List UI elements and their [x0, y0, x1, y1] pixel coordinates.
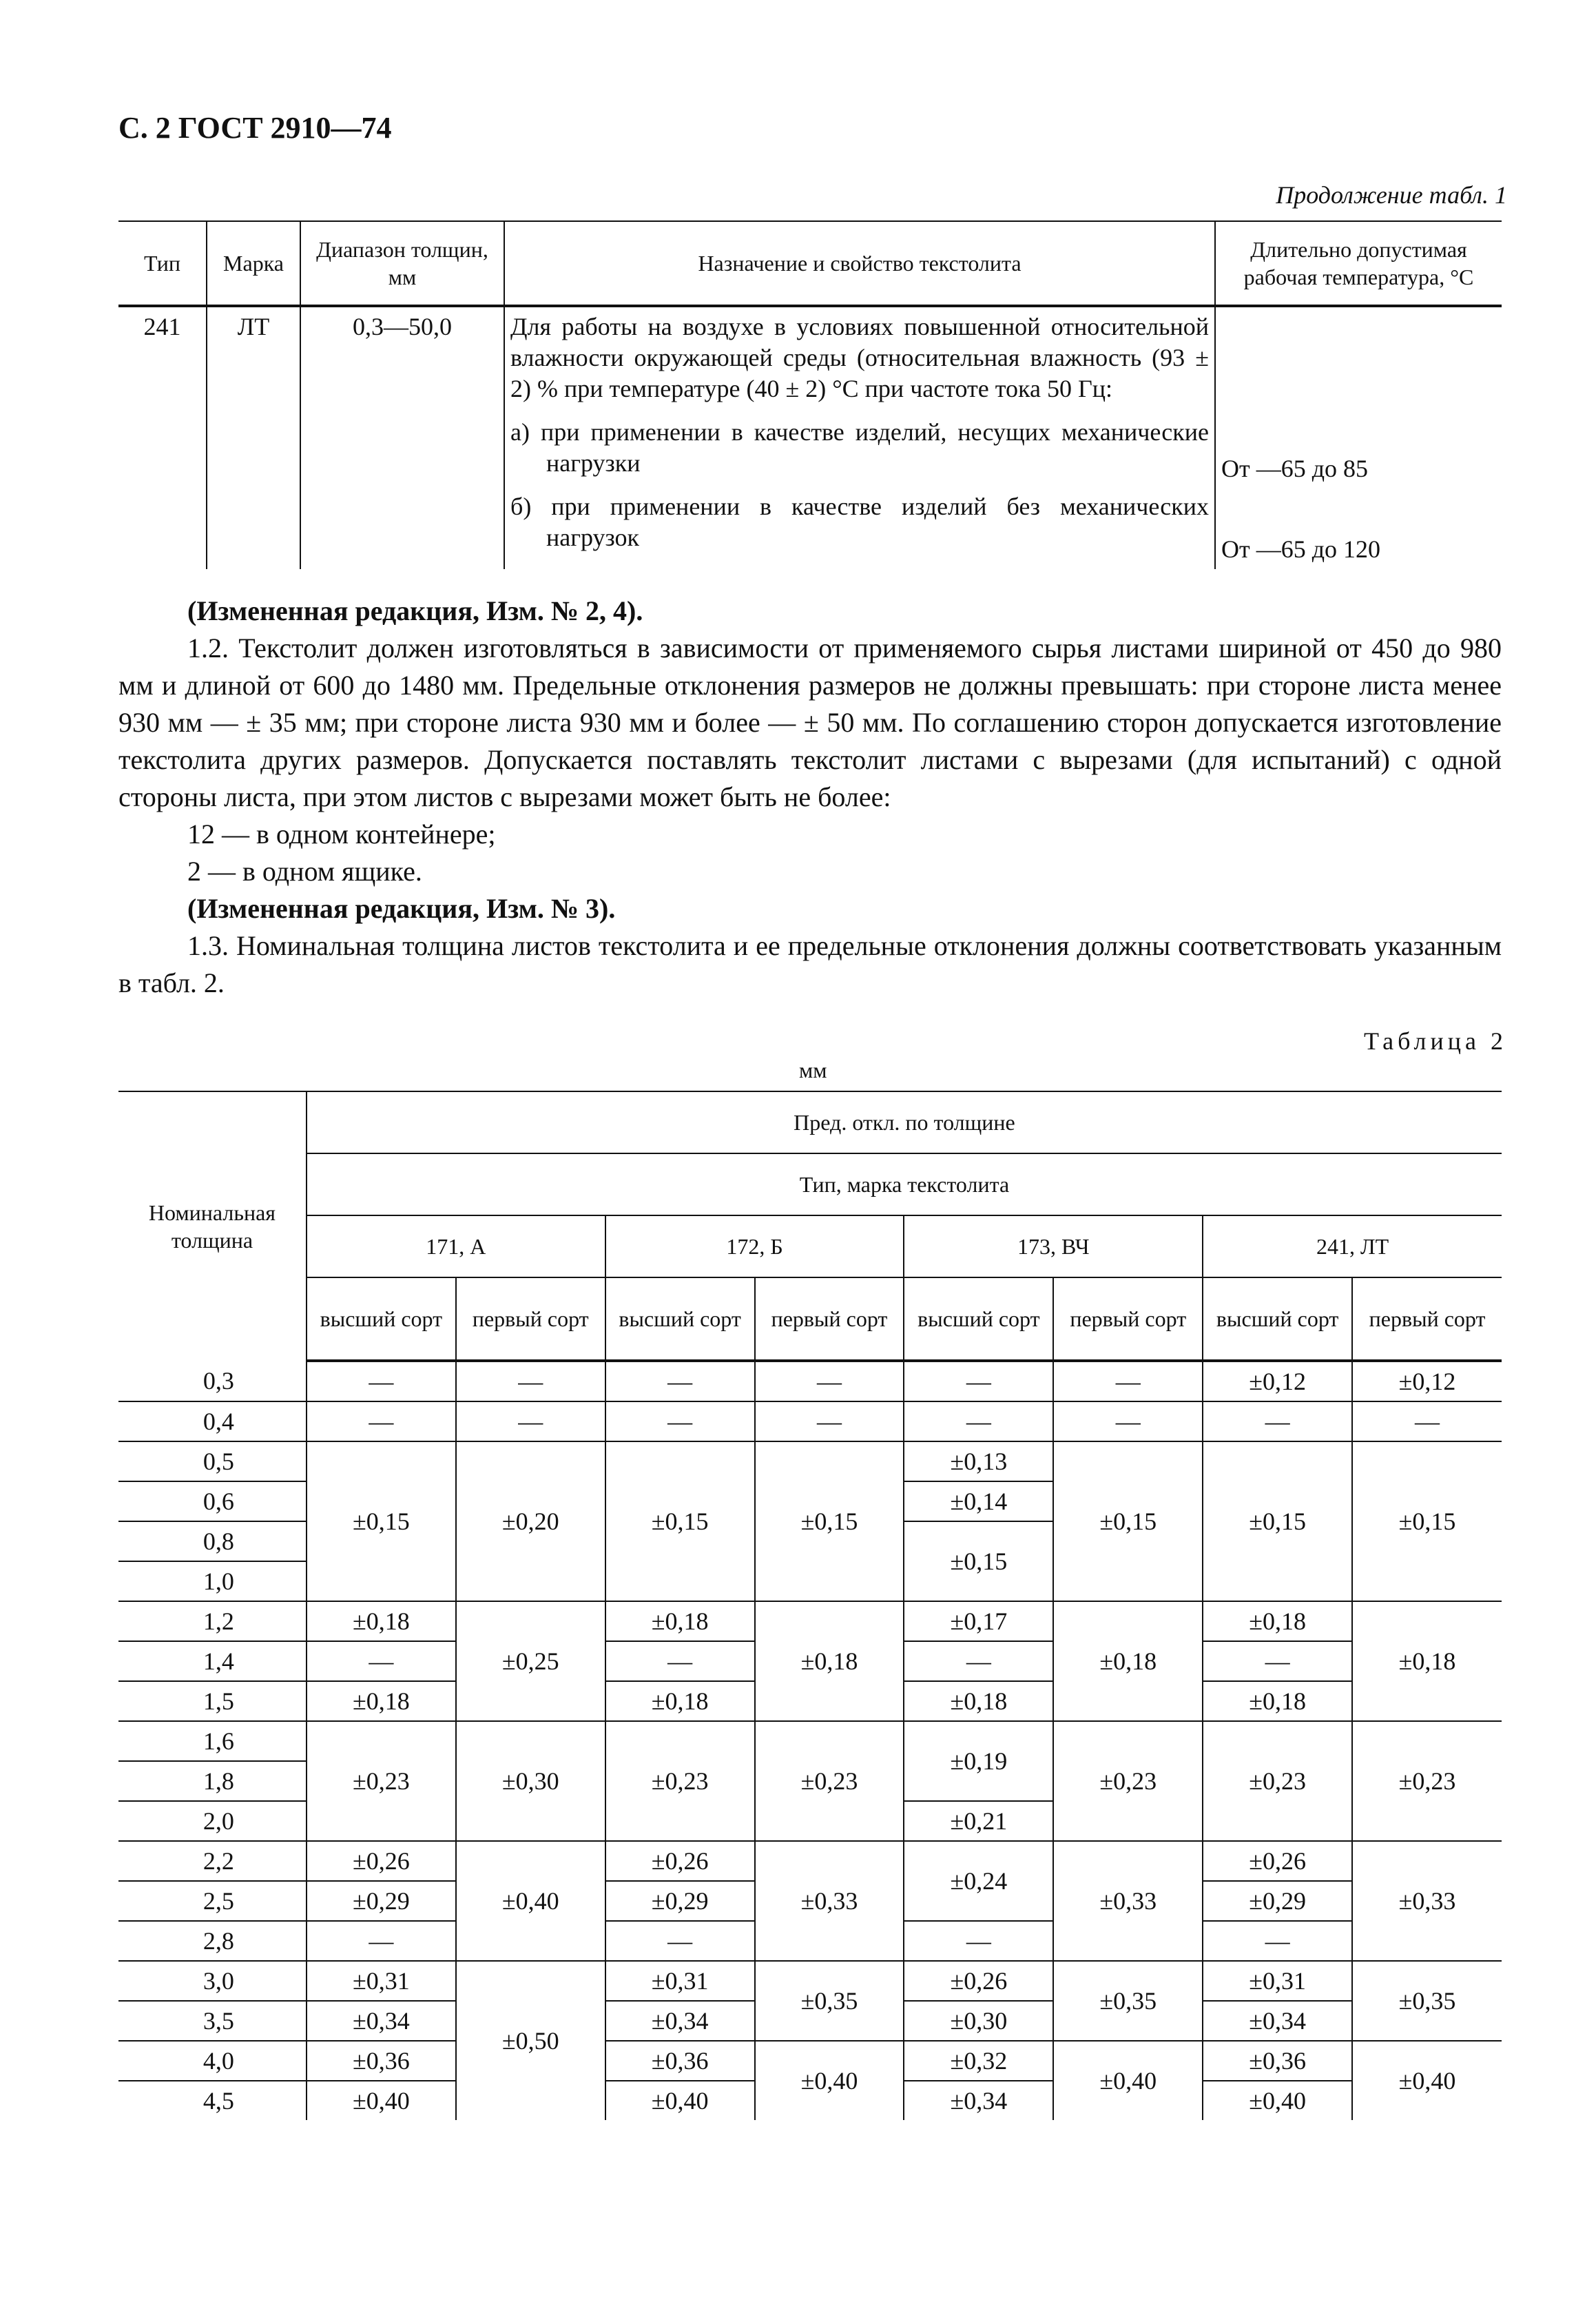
value-cell: ±0,23 — [307, 1721, 456, 1841]
nominal-cell: 1,2 — [118, 1601, 307, 1641]
value-cell: ±0,15 — [605, 1441, 755, 1601]
value-cell: ±0,23 — [1053, 1721, 1203, 1841]
value-cell: ±0,15 — [1352, 1441, 1502, 1601]
header-deviation: Пред. откл. по толщине — [307, 1091, 1502, 1153]
value-cell: ±0,13 — [904, 1441, 1053, 1481]
value-cell: — — [904, 1921, 1053, 1961]
cell-purpose — [504, 306, 1215, 569]
value-cell: ±0,29 — [605, 1881, 755, 1921]
value-cell: ±0,17 — [904, 1601, 1053, 1641]
header-range: Диапазон толщин, мм — [300, 221, 504, 306]
header-grade-first: первый сорт — [456, 1277, 605, 1361]
nominal-cell: 3,5 — [118, 2001, 307, 2041]
header-type: Тип — [118, 221, 207, 306]
cell-brand: ЛТ — [207, 306, 300, 569]
value-cell: ±0,12 — [1203, 1361, 1352, 1401]
table-2 — [118, 1091, 1502, 2120]
header-brand: Марка — [207, 221, 300, 306]
table-row — [118, 1601, 1502, 1641]
header-grade-highest: высший сорт — [1203, 1277, 1352, 1361]
header-temperature: Длительно допустимая рабочая температура, °С — [1215, 221, 1502, 306]
table-continuation-label: Продолжение табл. 1 — [1276, 181, 1507, 209]
value-cell: ±0,31 — [307, 1961, 456, 2001]
value-cell: ±0,18 — [1053, 1601, 1203, 1721]
value-cell: — — [605, 1361, 755, 1401]
value-cell: ±0,23 — [755, 1721, 904, 1841]
value-cell: ±0,19 — [904, 1721, 1053, 1801]
value-cell: — — [1352, 1401, 1502, 1441]
value-cell: ±0,18 — [1203, 1601, 1352, 1641]
value-cell: — — [605, 1401, 755, 1441]
cell-range: 0,3—50,0 — [300, 306, 504, 569]
nominal-cell: 2,2 — [118, 1841, 307, 1881]
value-cell: ±0,35 — [1053, 1961, 1203, 2041]
temperature-a: От —65 до 85 — [1221, 455, 1369, 482]
value-cell: ±0,15 — [1053, 1441, 1203, 1601]
nominal-cell: 0,3 — [118, 1361, 307, 1401]
value-cell: — — [755, 1401, 904, 1441]
value-cell: — — [605, 1921, 755, 1961]
table-row — [118, 1441, 1502, 1481]
value-cell: ±0,32 — [904, 2041, 1053, 2081]
value-cell: ±0,34 — [307, 2001, 456, 2041]
purpose-intro: Для работы на воздухе в условиях повышенной относительной влажности окружающей среды (относительная влажность (93 ± 2) % при температуре (40 ± 2) °С при частоте тока 50 Гц: — [510, 313, 1209, 402]
nominal-cell: 0,6 — [118, 1481, 307, 1521]
value-cell: ±0,36 — [1203, 2041, 1352, 2081]
header-grade-first: первый сорт — [1053, 1277, 1203, 1361]
value-cell: ±0,31 — [605, 1961, 755, 2001]
nominal-cell: 1,4 — [118, 1641, 307, 1681]
nominal-cell: 4,0 — [118, 2041, 307, 2081]
value-cell: ±0,23 — [1352, 1721, 1502, 1841]
value-cell: ±0,26 — [904, 1961, 1053, 2001]
edit-note-1: (Измененная редакция, Изм. № 2, 4). — [187, 595, 643, 626]
value-cell: ±0,34 — [904, 2081, 1053, 2120]
list-item: 2 — в одном ящике. — [187, 856, 422, 887]
value-cell: — — [1203, 1401, 1352, 1441]
nominal-cell: 1,0 — [118, 1561, 307, 1601]
value-cell: — — [1203, 1641, 1352, 1681]
edit-note-2: (Измененная редакция, Изм. № 3). — [187, 893, 616, 924]
nominal-cell: 1,5 — [118, 1681, 307, 1721]
clause-1-3: 1.3. Номинальная толщина листов текстолита и ее предельные отклонения должны соответствовать указанным в табл. 2. — [118, 930, 1502, 998]
table-row — [118, 1361, 1502, 1401]
value-cell: — — [1053, 1361, 1203, 1401]
value-cell: ±0,14 — [904, 1481, 1053, 1521]
table-row — [118, 2041, 1502, 2081]
value-cell: ±0,18 — [1203, 1681, 1352, 1721]
table-1 — [118, 220, 1502, 569]
value-cell: ±0,15 — [904, 1521, 1053, 1601]
value-cell: ±0,40 — [307, 2081, 456, 2120]
nominal-cell: 0,4 — [118, 1401, 307, 1441]
header-group-241: 241, ЛТ — [1203, 1215, 1502, 1277]
list-item: 12 — в одном контейнере; — [187, 819, 496, 850]
value-cell: — — [1203, 1921, 1352, 1961]
value-cell: ±0,12 — [1352, 1361, 1502, 1401]
header-group-172: 172, Б — [605, 1215, 904, 1277]
value-cell: — — [755, 1361, 904, 1401]
page-header: С. 2 ГОСТ 2910—74 — [118, 111, 392, 145]
nominal-cell: 1,8 — [118, 1761, 307, 1801]
table-2-unit: мм — [799, 1058, 827, 1082]
table-row — [118, 306, 1502, 569]
value-cell: ±0,33 — [1352, 1841, 1502, 1961]
value-cell: ±0,18 — [307, 1601, 456, 1641]
value-cell: ±0,15 — [1203, 1441, 1352, 1601]
value-cell: ±0,18 — [904, 1681, 1053, 1721]
value-cell: ±0,40 — [456, 1841, 605, 1961]
value-cell: ±0,29 — [307, 1881, 456, 1921]
table-row — [118, 1721, 1502, 1761]
value-cell: ±0,18 — [755, 1601, 904, 1721]
value-cell: ±0,15 — [307, 1441, 456, 1601]
value-cell: ±0,34 — [605, 2001, 755, 2041]
value-cell: — — [307, 1641, 456, 1681]
cell-type: 241 — [143, 313, 181, 340]
value-cell: ±0,18 — [307, 1681, 456, 1721]
value-cell: ±0,33 — [755, 1841, 904, 1961]
value-cell: ±0,15 — [755, 1441, 904, 1601]
value-cell: ±0,30 — [456, 1721, 605, 1841]
nominal-cell: 2,8 — [118, 1921, 307, 1961]
value-cell: ±0,18 — [605, 1681, 755, 1721]
value-cell: ±0,50 — [456, 1961, 605, 2120]
body-text — [118, 593, 1502, 1002]
header-type-brand: Тип, марка текстолита — [307, 1153, 1502, 1215]
value-cell: ±0,40 — [1352, 2041, 1502, 2120]
value-cell: ±0,26 — [1203, 1841, 1352, 1881]
clause-1-2: 1.2. Текстолит должен изготовляться в зависимости от применяемого сырья листами шириной от 450 до 980 мм и длиной от 600 до 1480 мм. Предельные отклонения размеров не должны превышать: при стороне листа менее 930 мм — ± 35 мм; при стороне листа 930 мм и более — ± 50 мм. По соглашению сторон допускается изготовление текстолита других размеров. Допускается поставлять текстолит листами с вырезами (для испытаний) с одной стороны листа, при этом листов с вырезами может быть не более: — [118, 633, 1502, 812]
nominal-cell: 2,0 — [118, 1801, 307, 1841]
value-cell: ±0,34 — [1203, 2001, 1352, 2041]
value-cell: ±0,29 — [1203, 1881, 1352, 1921]
nominal-cell: 0,5 — [118, 1441, 307, 1481]
value-cell: ±0,36 — [605, 2041, 755, 2081]
value-cell: — — [904, 1641, 1053, 1681]
purpose-item-a: а) при применении в качестве изделий, несущих механические нагрузки — [510, 418, 1209, 477]
value-cell: ±0,40 — [755, 2041, 904, 2120]
table-header-row — [118, 221, 1502, 306]
value-cell: ±0,40 — [1203, 2081, 1352, 2120]
table-2-title: Таблица 2 — [1364, 1027, 1507, 1055]
value-cell: ±0,36 — [307, 2041, 456, 2081]
table-row — [118, 1841, 1502, 1881]
value-cell: — — [307, 1921, 456, 1961]
value-cell: — — [456, 1361, 605, 1401]
value-cell: ±0,20 — [456, 1441, 605, 1601]
header-purpose: Назначение и свойство текстолита — [504, 221, 1215, 306]
value-cell: ±0,18 — [1352, 1601, 1502, 1721]
table-row — [118, 1961, 1502, 2001]
header-group-171: 171, А — [307, 1215, 605, 1277]
table-row — [118, 1401, 1502, 1441]
value-cell: ±0,25 — [456, 1601, 605, 1721]
value-cell: ±0,33 — [1053, 1841, 1203, 1961]
value-cell: — — [904, 1361, 1053, 1401]
header-grade-first: первый сорт — [1352, 1277, 1502, 1361]
value-cell: — — [456, 1401, 605, 1441]
value-cell: ±0,23 — [1203, 1721, 1352, 1841]
header-grade-first: первый сорт — [755, 1277, 904, 1361]
header-nominal-thickness: Номинальная толщина — [118, 1091, 307, 1361]
value-cell: ±0,23 — [605, 1721, 755, 1841]
header-grade-highest: высший сорт — [605, 1277, 755, 1361]
header-grade-highest: высший сорт — [307, 1277, 456, 1361]
value-cell: ±0,40 — [605, 2081, 755, 2120]
value-cell: ±0,35 — [755, 1961, 904, 2041]
purpose-item-b: б) при применении в качестве изделий без механических нагрузок — [510, 493, 1209, 551]
value-cell: — — [307, 1401, 456, 1441]
temperature-b: От —65 до 120 — [1221, 535, 1381, 563]
value-cell: ±0,21 — [904, 1801, 1053, 1841]
value-cell: ±0,18 — [605, 1601, 755, 1641]
header-grade-highest: высший сорт — [904, 1277, 1053, 1361]
nominal-cell: 2,5 — [118, 1881, 307, 1921]
value-cell: ±0,24 — [904, 1841, 1053, 1921]
nominal-cell: 1,6 — [118, 1721, 307, 1761]
value-cell: ±0,30 — [904, 2001, 1053, 2041]
nominal-cell: 4,5 — [118, 2081, 307, 2120]
value-cell: — — [1053, 1401, 1203, 1441]
nominal-cell: 3,0 — [118, 1961, 307, 2001]
value-cell: ±0,35 — [1352, 1961, 1502, 2041]
value-cell: ±0,31 — [1203, 1961, 1352, 2001]
value-cell: — — [904, 1401, 1053, 1441]
value-cell: — — [605, 1641, 755, 1681]
value-cell: ±0,26 — [307, 1841, 456, 1881]
nominal-cell: 0,8 — [118, 1521, 307, 1561]
header-group-173: 173, ВЧ — [904, 1215, 1203, 1277]
cell-temperature — [1215, 306, 1502, 569]
value-cell: ±0,26 — [605, 1841, 755, 1881]
value-cell: ±0,40 — [1053, 2041, 1203, 2120]
value-cell: — — [307, 1361, 456, 1401]
